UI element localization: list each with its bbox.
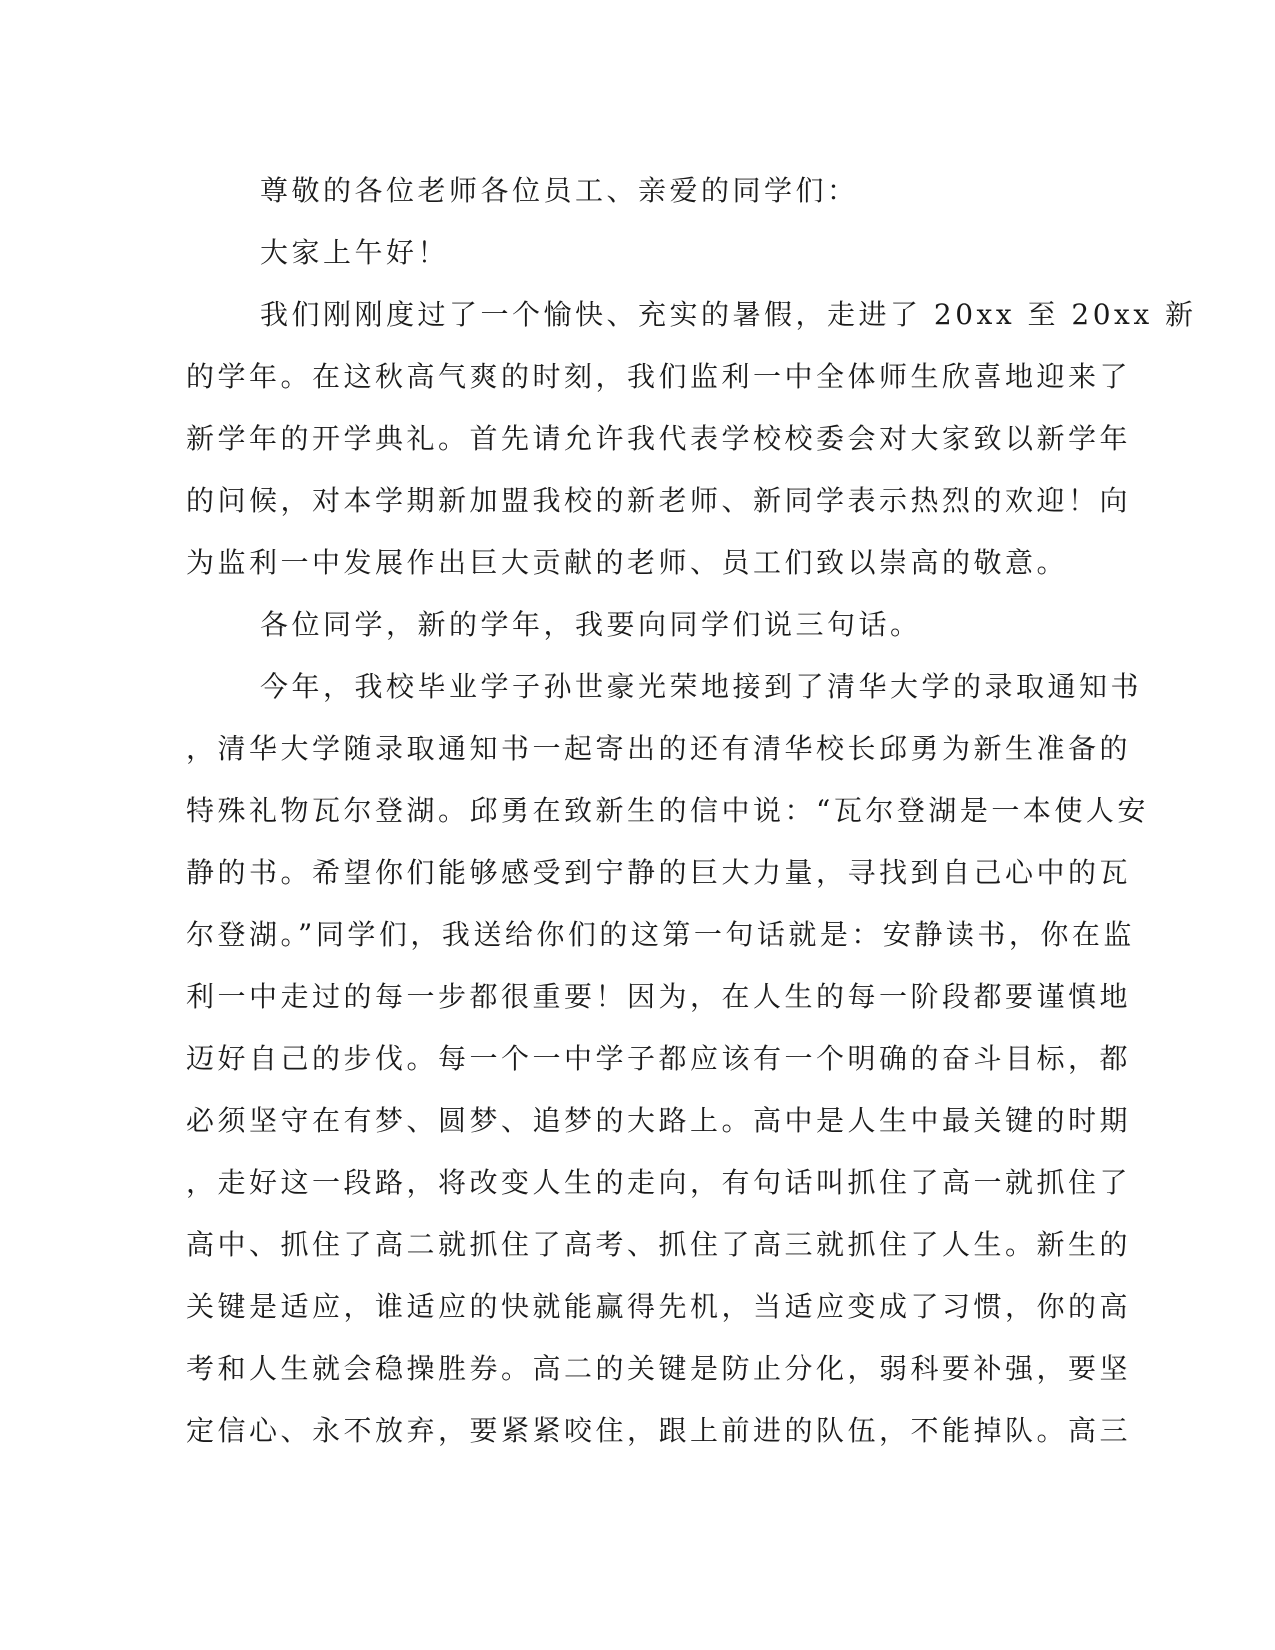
paragraph-1-line: 的问候，对本学期新加盟我校的新老师、新同学表示热烈的欢迎！向 — [186, 484, 1132, 517]
paragraph-3-line: ，走好这一段路，将改变人生的走向，有句话叫抓住了高一就抓住了 — [186, 1166, 1132, 1199]
paragraph-3-line: 尔登湖。”同学们，我送给你们的这第一句话就是：安静读书，你在监 — [186, 918, 1135, 951]
paragraph-3-line: 特殊礼物瓦尔登湖。邱勇在致新生的信中说：“瓦尔登湖是一本使人安 — [186, 794, 1149, 827]
greeting: 大家上午好！ — [260, 236, 450, 269]
salutation: 尊敬的各位老师各位员工、亲爱的同学们： — [260, 174, 859, 207]
paragraph-3-line: 利一中走过的每一步都很重要！因为，在人生的每一阶段都要谨慎地 — [186, 980, 1132, 1013]
paragraph-3-line: 今年，我校毕业学子孙世豪光荣地接到了清华大学的录取通知书 — [260, 670, 1143, 703]
paragraph-1-line: 我们刚刚度过了一个愉快、充实的暑假，走进了 20xx 至 20xx 新 — [260, 298, 1197, 331]
paragraph-3-line: ，清华大学随录取通知书一起寄出的还有清华校长邱勇为新生准备的 — [186, 732, 1132, 765]
paragraph-3-line: 高中、抓住了高二就抓住了高考、抓住了高三就抓住了人生。新生的 — [186, 1228, 1132, 1261]
paragraph-1-line: 为监利一中发展作出巨大贡献的老师、员工们致以崇高的敬意。 — [186, 546, 1069, 579]
paragraph-3-line: 静的书。希望你们能够感受到宁静的巨大力量，寻找到自己心中的瓦 — [186, 856, 1132, 889]
paragraph-3-line: 定信心、永不放弃，要紧紧咬住，跟上前进的队伍，不能掉队。高三 — [186, 1414, 1132, 1447]
paragraph-3-line: 迈好自己的步伐。每一个一中学子都应该有一个明确的奋斗目标，都 — [186, 1042, 1132, 1075]
paragraph-3-line: 考和人生就会稳操胜券。高二的关键是防止分化，弱科要补强，要坚 — [186, 1352, 1132, 1385]
paragraph-3-line: 必须坚守在有梦、圆梦、追梦的大路上。高中是人生中最关键的时期 — [186, 1104, 1132, 1137]
paragraph-1-line: 新学年的开学典礼。首先请允许我代表学校校委会对大家致以新学年 — [186, 422, 1132, 455]
document-body — [186, 160, 1197, 1462]
paragraph-2: 各位同学，新的学年，我要向同学们说三句话。 — [260, 608, 922, 641]
paragraph-1-line: 的学年。在这秋高气爽的时刻，我们监利一中全体师生欣喜地迎来了 — [186, 360, 1132, 393]
paragraph-3-line: 关键是适应，谁适应的快就能赢得先机，当适应变成了习惯，你的高 — [186, 1290, 1132, 1323]
